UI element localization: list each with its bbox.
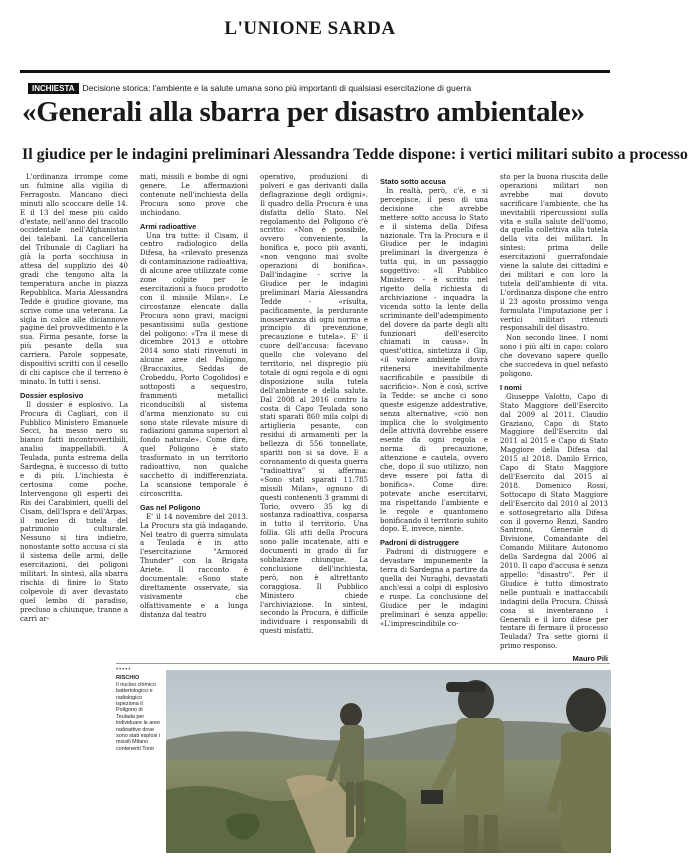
kicker-tag: INCHIESTA <box>28 83 79 94</box>
section-heading: I nomi <box>500 382 522 392</box>
section-heading: Dossier esplosivo <box>20 390 84 400</box>
article-body <box>20 173 610 663</box>
author-signature: Mauro Pili <box>572 654 608 664</box>
article-column-5 <box>500 173 608 663</box>
photo-caption <box>116 667 162 752</box>
caption-title: RISCHIO <box>116 675 140 682</box>
section-heading: Stato sotto accusa <box>380 177 446 186</box>
article-photo <box>166 670 611 853</box>
photo-scene <box>166 670 611 853</box>
article-paragraph: Il dossier è esplosivo. La Procura di Cagliari, con il Pubblico Ministero Emanuele Secci, ha messo nero su bianco fatti incontrovertibili, analisi inappellabili. A Teulada, punta estrema della Sardegna, è successo di tutto e di più. L'inchiesta è certosina come poche. Intervengono gli esperti dei Ris dei Carabinieri, quelli del Cisam, dell'Ispra e dell'Arpas, il nucleo di tutela del patrimonio culturale. Nessuno si tira indietro, nonostante sotto accusa ci sia il sistema delle armi, delle esercitazioni, dei poligoni militari. In sintesi, alla sbarra rischia di finire lo Stato colpevole di aver devastato quel lembo di paradiso, precluso a chiunque, tranne a carri ar- <box>20 400 128 623</box>
article-column-4 <box>380 173 488 643</box>
section-heading: Armi radioattive <box>140 221 197 231</box>
caption-text: Il nucleo chimico batteriologico e radiologico ispeziona il Poligono di Teulada per individuare le aree radioattive dove sono stati esplosi i missili Milano contenenti Torio <box>116 681 161 752</box>
article-paragraph: Padroni di distruggere e devastare impunemente la terra di Sardegna a partire da quella dei Nuraghi, devastati anch'essi a colpi di esplosivo e ruspe. La conclusione del Giudice per le indagini preliminari è senza appello: «L'imprescindibile co- <box>380 548 488 628</box>
masthead-rule <box>20 70 610 73</box>
headline: «Generali alla sbarra per disastro ambientale» <box>22 96 585 128</box>
article-paragraph: E' il 14 novembre del 2013. La Procura sta già indagando. Nel teatro di guerra simulata a Teulada è in atto l'esercitazione "Armored Thunder" con la Brigata Ariete. Il racconto è documentale: «Sono state direttamente osservate, sia visivamente che olfattivamente e a lunga distanza dal teatro <box>140 512 248 619</box>
kicker <box>28 83 608 93</box>
section-heading: Gas nel Poligono <box>140 502 201 512</box>
article-paragraph: Una tra tutte: il Cisam, il centro radiologico della Difesa, ha «rilevato presenza di contaminazione radioattiva, di alcune aree utilizzate come zone colpite per le esercitazioni a fuoco prodotto con il missile Milan». Le circostanze elencate dalla Procura sono gravi, macigni pesantissimi sulla gestione del poligono: «Tra il mese di dicembre 2013 e ottobre 2014 sono stati rinvenuti in alcune aree del Poligono, (Braccaxius, Seddas de Crobeddu, Porto Cogolidos) e sottoposti a sequestro, frammenti metallici riconducibili al sistema d'arma menzionato su cui sono state rilevate misure di radiazioni gamma superiori al fondo naturale». Come dire, quel Poligono è stato trasformato in un territorio radioattivo, non qualche sacchetto di indifferenziata. La scansione temporale è circoscritta. <box>140 231 248 498</box>
kicker-text: Decisione storica: l'ambiente e la salute umana sono più importanti di qualsiasi esercitazione di guerra <box>82 83 472 93</box>
section-heading: Padroni di distruggere <box>380 538 459 548</box>
article-paragraph: In realtà, però, c'è, e si percepisce, il peso di una decisione che avrebbe mettere sotto accusa lo Stato e il sistema della Difesa nazionale. Tra la Procura e il Giudice per le indagini preliminari la divergenza è tutta qui, in un passaggio soggettivo: «Il Pubblico Ministero - è scritto nel rigetto della richiesta di archiviazione - inquadra la vicenda sotto la lente della scriminante dell'adempimento del dovere da parte degli alti funzionari dell'esercito chiamati in causa». In quest'ottica, sintetizza il Gip, «il valore ambiente dovrà ritenersi inevitabilmente sacrificabile e passibile di sacrificio». Non è così, scrive la Tedde: se anche ci sono queste esigenze addestrative, senza alternative, «ciò non implica che lo svolgimento delle attività dovrebbe essere esente da ogni regola e norma di precauzione, attenzione e cautela, ovvero che, dopo il suo utilizzo, non deve essere poi fatta di bonifica». Come dire: potevate anche esercitarvi, ma rispettando l'ambiente e le regole e quantomeno bonificando il territorio subito dopo. E, invece, niente. <box>380 187 488 534</box>
article-column-1 <box>20 173 128 663</box>
article-paragraph: Giuseppe Valotto, Capo di Stato Maggiore dell'Esercito dal 2009 al 2011. Claudio Graziano, Capo di Stato Maggiore dell'Esercito dal 2011 al 2015 e Capo di Stato Maggiore della Difesa dal 2015 al 2018. Danilo Errico, Capo di Stato Maggiore dell'Esercito dal 2015 al 2018. Domenico Rossi, Sottocapo di Stato Maggiore dell'Esercito dal 2010 al 2013 e sottosegretario alla Difesa con il governo Renzi, Sandro Santroni, Generale di Divisione, Comandante del Comando Militare Autonomo della Sardegna dal 2006 al 2010. Il capo d'accusa è senza appello: "disastro". Per il Giudice è tutto dimostrato nelle puntuali e inattaccabili indagini della Procura. Chissà cosa si inventeranno i Generali e il loro difese per tentare di fermare il processo Teulada? Tra sette giorni il primo responso. <box>500 392 608 651</box>
article-paragraph: Non secondo linee. I nomi sono i più alti in capo: coloro che dovevano sapere quello che succedeva in quel nefasto poligono. <box>500 334 608 378</box>
article-column-2 <box>140 173 248 619</box>
article-paragraph: operativo, produzioni di polveri e gas derivanti dalla deflagrazione degli ordigni». Il quadro della Procura è una disfatta dello Stato. Nel regolamento del Poligono c'è scritto: «Non è possibile, ovvero conveniente, la bonifica e, poco più avanti, «non vengono mai svolte operazioni di bonifica». Dall'indagine - scrive la Giudice per le indagini preliminari Maria Alessandra Tedde - «risulta, pacificamente, la perdurante inosservanza di ogni norma e principio di prevenzione, precauzione e tutela». E' il cuore dell'accusa: facevano quello che volevano del territorio, nel dispregio più totale di ogni regola e di ogni disposizione sulla tutela dell'ambiente e della salute. Dal 2008 al 2016 contro la costa di Capo Teulada sono stati sparati 860 mila colpi di artiglieria pesante, con residui di armamenti per la bellezza di 556 tonnellate, spariti non si sa dove. E a coronamento di questa guerra "radioattiva" si afferma: «Sono stati sparati 11.785 missili Milan», ognuno di questi contenenti 3 grammi di Torio, ovvero 35 kg di sostanza radioattiva, cosparsa in tutto il territorio. Una follia. Gli atti della Procura sono palle incatenate, atti e documenti in grado di far sobbalzare chiunque. La conclusione dell'inchiesta, però, non è altrettanto coraggiosa. Il Pubblico Ministero chiede l'archiviazione. In sintesi, secondo la Procura, è difficile individuare i responsabili di questi misfatti. <box>260 173 368 636</box>
masthead: L'UNIONE SARDA <box>224 18 396 39</box>
caption-dots: ••••• <box>116 667 132 673</box>
subheadline: Il giudice per le indagini preliminari Alessandra Tedde dispone: i vertici militari subito a processo <box>22 146 688 163</box>
article-paragraph: mati, missili e bombe di ogni genere. Le affermazioni contenute nell'inchiesta della Procura sono prove che inchiodano. <box>140 173 248 217</box>
article-paragraph: L'ordinanza irrompe come un fulmine alla vigilia di Ferragosto. Mancano dieci minuti allo scoccare delle 14. E il 13 del mese più caldo d'estate, nell'anno del tracollo occidentale nell'Afghanistan dei talebani. La cancelleria del Tribunale di Cagliari ha già la porta socchiusa in attesa del supplizio dei 40 gradi che tengono alta la temperatura anche in piazza Repubblica. Maria Alessandra Tedde è giudice giovane, ma scrive come una veterana. La sigla in calce alle diciannove pagine del provvedimento è la sua. Firma pesante, forse la più pesante della sua carriera. Parole soppesate, dispositivi scritti con il cesello di chi capisce che il terreno è minato. In tutti i sensi. <box>20 173 128 386</box>
article-column-3 <box>260 173 368 636</box>
photo-rule <box>116 663 610 664</box>
article-paragraph: sto per la buona riuscita delle operazioni militari non avrebbe mai dovuto sacrificare l'ambiente, che ha inevitabili ripercussioni sulla vita e sulla salute dell'uomo, da quella collettiva alla tutela della vita dei militari. In sintesi: prima delle esercitazioni guerrafondaie viene la salute dei cittadini e dei militari e con loro la tutela dell'ambiente di vita. L'ordinanza dispone che entro il 23 agosto prossimo venga formulata l'imputazione per i vertici militari ritenuti responsabili del disastro. <box>500 173 608 333</box>
